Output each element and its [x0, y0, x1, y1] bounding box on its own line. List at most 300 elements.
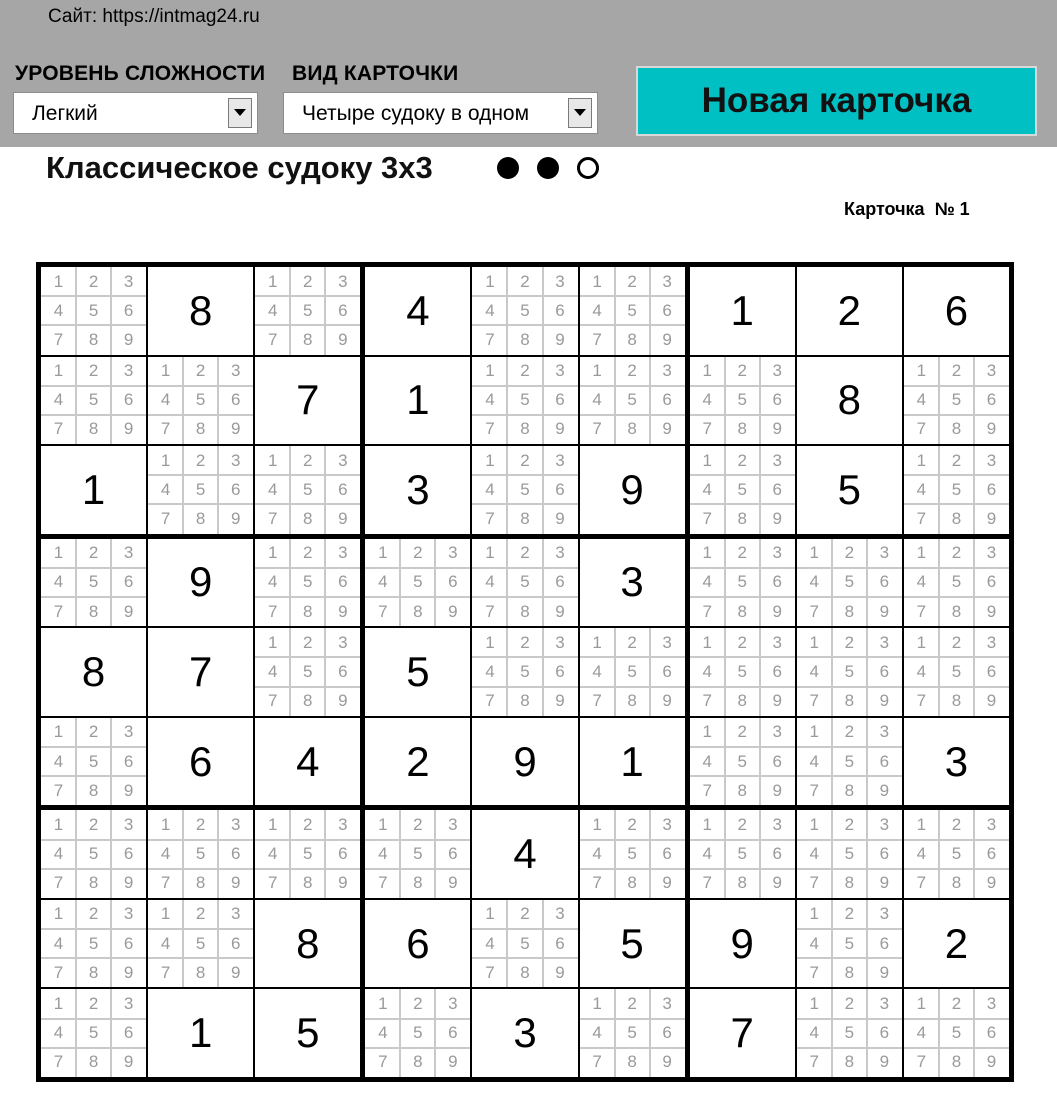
candidate-digit[interactable]: 8 [88, 962, 99, 982]
candidate-digit[interactable]: 3 [986, 361, 997, 381]
candidate-digit[interactable]: 6 [555, 390, 565, 410]
candidate-digit[interactable]: 1 [702, 632, 712, 652]
candidate-grid[interactable] [41, 810, 146, 898]
candidate-grid[interactable] [41, 718, 146, 806]
candidate-digit[interactable]: 8 [844, 601, 855, 621]
candidate-digit[interactable]: 3 [879, 904, 890, 924]
candidate-digit[interactable]: 5 [737, 844, 747, 864]
candidate-digit[interactable]: 8 [627, 1052, 637, 1072]
candidate-digit[interactable]: 7 [53, 962, 64, 982]
candidate-digit[interactable]: 5 [88, 844, 99, 864]
candidate-digit[interactable]: 4 [485, 300, 495, 320]
sudoku-cell[interactable] [255, 539, 360, 627]
candidate-digit[interactable]: 1 [268, 543, 278, 563]
candidate-digit[interactable]: 9 [555, 329, 565, 349]
candidate-grid[interactable] [797, 628, 902, 716]
difficulty-dropdown[interactable] [13, 92, 258, 134]
candidate-digit[interactable]: 7 [916, 419, 927, 439]
sudoku-cell[interactable] [580, 628, 685, 716]
candidate-digit[interactable]: 6 [772, 479, 782, 499]
candidate-digit[interactable]: 5 [951, 479, 962, 499]
candidate-grid[interactable] [797, 810, 902, 898]
candidate-digit[interactable]: 8 [627, 873, 637, 893]
candidate-digit[interactable]: 3 [555, 271, 565, 291]
candidate-digit[interactable]: 4 [53, 751, 64, 771]
candidate-digit[interactable]: 2 [951, 814, 962, 834]
candidate-digit[interactable]: 1 [268, 450, 278, 470]
candidate-digit[interactable]: 3 [448, 543, 458, 563]
candidate-digit[interactable]: 7 [53, 601, 64, 621]
candidate-digit[interactable]: 3 [123, 722, 134, 742]
candidate-digit[interactable]: 1 [809, 994, 820, 1014]
candidate-digit[interactable]: 8 [303, 601, 313, 621]
sudoku-cell[interactable] [904, 989, 1009, 1077]
sudoku-cell[interactable] [148, 810, 253, 898]
sudoku-cell[interactable] [797, 718, 902, 806]
sudoku-cell[interactable] [580, 267, 685, 355]
candidate-digit[interactable]: 2 [951, 450, 962, 470]
candidate-grid[interactable] [255, 539, 360, 627]
candidate-grid[interactable] [690, 539, 795, 627]
candidate-digit[interactable]: 2 [303, 450, 313, 470]
candidate-digit[interactable]: 8 [520, 509, 530, 529]
candidate-digit[interactable]: 7 [809, 780, 820, 800]
candidate-digit[interactable]: 7 [160, 962, 171, 982]
candidate-digit[interactable]: 1 [592, 632, 602, 652]
candidate-grid[interactable] [904, 539, 1009, 627]
candidate-digit[interactable]: 5 [844, 1023, 855, 1043]
candidate-digit[interactable]: 3 [662, 814, 672, 834]
candidate-digit[interactable]: 2 [737, 814, 747, 834]
candidate-digit[interactable]: 5 [951, 390, 962, 410]
candidate-digit[interactable]: 7 [702, 780, 712, 800]
candidate-digit[interactable]: 3 [662, 271, 672, 291]
candidate-digit[interactable]: 9 [879, 691, 890, 711]
candidate-digit[interactable]: 1 [485, 361, 495, 381]
candidate-digit[interactable]: 8 [303, 329, 313, 349]
candidate-digit[interactable]: 3 [986, 632, 997, 652]
candidate-digit[interactable]: 6 [555, 572, 565, 592]
candidate-digit[interactable]: 2 [88, 994, 99, 1014]
candidate-grid[interactable] [472, 267, 577, 355]
candidate-digit[interactable]: 8 [195, 509, 206, 529]
candidate-digit[interactable]: 4 [916, 479, 927, 499]
candidate-digit[interactable]: 9 [772, 873, 782, 893]
candidate-digit[interactable]: 2 [195, 361, 206, 381]
candidate-digit[interactable]: 2 [737, 632, 747, 652]
candidate-digit[interactable]: 6 [123, 751, 134, 771]
candidate-digit[interactable]: 8 [413, 873, 423, 893]
candidate-digit[interactable]: 5 [520, 300, 530, 320]
candidate-digit[interactable]: 8 [88, 780, 99, 800]
candidate-digit[interactable]: 5 [627, 390, 637, 410]
candidate-digit[interactable]: 4 [592, 300, 602, 320]
candidate-digit[interactable]: 7 [485, 329, 495, 349]
candidate-grid[interactable] [255, 628, 360, 716]
candidate-digit[interactable]: 7 [702, 691, 712, 711]
candidate-digit[interactable]: 1 [160, 814, 171, 834]
candidate-digit[interactable]: 2 [844, 632, 855, 652]
sudoku-cell[interactable] [41, 810, 146, 898]
candidate-digit[interactable]: 2 [413, 543, 423, 563]
candidate-digit[interactable]: 2 [627, 814, 637, 834]
sudoku-cell[interactable] [255, 446, 360, 534]
candidate-digit[interactable]: 7 [485, 962, 495, 982]
candidate-digit[interactable]: 2 [951, 632, 962, 652]
candidate-digit[interactable]: 3 [879, 722, 890, 742]
candidate-digit[interactable]: 3 [123, 271, 134, 291]
candidate-digit[interactable]: 3 [338, 450, 348, 470]
candidate-digit[interactable]: 2 [413, 994, 423, 1014]
candidate-digit[interactable]: 9 [448, 601, 458, 621]
candidate-digit[interactable]: 2 [737, 543, 747, 563]
candidate-digit[interactable]: 7 [702, 509, 712, 529]
candidate-digit[interactable]: 3 [555, 904, 565, 924]
candidate-digit[interactable]: 5 [844, 572, 855, 592]
candidate-digit[interactable]: 3 [123, 814, 134, 834]
candidate-digit[interactable]: 6 [555, 479, 565, 499]
candidate-digit[interactable]: 1 [268, 632, 278, 652]
candidate-digit[interactable]: 4 [702, 661, 712, 681]
candidate-grid[interactable] [690, 357, 795, 445]
candidate-digit[interactable]: 8 [195, 962, 206, 982]
candidate-digit[interactable]: 7 [916, 601, 927, 621]
candidate-digit[interactable]: 7 [592, 873, 602, 893]
candidate-digit[interactable]: 1 [916, 632, 927, 652]
candidate-digit[interactable]: 2 [951, 994, 962, 1014]
candidate-digit[interactable]: 8 [627, 419, 637, 439]
candidate-digit[interactable]: 1 [485, 450, 495, 470]
candidate-grid[interactable] [365, 539, 470, 627]
candidate-digit[interactable]: 5 [737, 661, 747, 681]
candidate-digit[interactable]: 8 [737, 601, 747, 621]
candidate-digit[interactable]: 6 [338, 300, 348, 320]
candidate-digit[interactable]: 7 [702, 873, 712, 893]
candidate-digit[interactable]: 2 [520, 450, 530, 470]
candidate-digit[interactable]: 5 [413, 1023, 423, 1043]
candidate-digit[interactable]: 3 [772, 543, 782, 563]
candidate-digit[interactable]: 4 [53, 390, 64, 410]
candidate-grid[interactable] [690, 718, 795, 806]
candidate-digit[interactable]: 4 [53, 1023, 64, 1043]
candidate-grid[interactable] [797, 989, 902, 1077]
candidate-digit[interactable]: 9 [555, 601, 565, 621]
candidate-digit[interactable]: 2 [951, 361, 962, 381]
candidate-grid[interactable] [41, 989, 146, 1077]
candidate-digit[interactable]: 5 [195, 844, 206, 864]
sudoku-cell[interactable] [255, 628, 360, 716]
candidate-digit[interactable]: 9 [123, 873, 134, 893]
candidate-digit[interactable]: 4 [160, 844, 171, 864]
candidate-digit[interactable]: 9 [879, 873, 890, 893]
candidate-digit[interactable]: 6 [772, 572, 782, 592]
candidate-digit[interactable]: 5 [88, 933, 99, 953]
candidate-digit[interactable]: 6 [448, 572, 458, 592]
candidate-digit[interactable]: 1 [592, 271, 602, 291]
candidate-digit[interactable]: 6 [338, 572, 348, 592]
candidate-digit[interactable]: 6 [662, 390, 672, 410]
candidate-grid[interactable] [148, 446, 253, 534]
candidate-digit[interactable]: 9 [662, 1052, 672, 1072]
candidate-grid[interactable] [797, 539, 902, 627]
candidate-digit[interactable]: 2 [627, 632, 637, 652]
candidate-digit[interactable]: 5 [195, 933, 206, 953]
candidate-digit[interactable]: 1 [378, 543, 388, 563]
candidate-digit[interactable]: 5 [520, 390, 530, 410]
candidate-digit[interactable]: 2 [195, 904, 206, 924]
candidate-digit[interactable]: 2 [413, 814, 423, 834]
candidate-digit[interactable]: 3 [662, 632, 672, 652]
candidate-digit[interactable]: 8 [951, 1052, 962, 1072]
candidate-digit[interactable]: 5 [413, 844, 423, 864]
candidate-digit[interactable]: 7 [485, 691, 495, 711]
candidate-digit[interactable]: 7 [916, 1052, 927, 1072]
candidate-digit[interactable]: 3 [338, 814, 348, 834]
candidate-grid[interactable] [472, 357, 577, 445]
candidate-digit[interactable]: 3 [230, 450, 241, 470]
candidate-digit[interactable]: 2 [88, 722, 99, 742]
candidate-digit[interactable]: 2 [844, 814, 855, 834]
dropdown-arrow-icon[interactable] [228, 98, 252, 128]
candidate-digit[interactable]: 4 [592, 844, 602, 864]
candidate-digit[interactable]: 6 [448, 1023, 458, 1043]
candidate-digit[interactable]: 3 [123, 361, 134, 381]
card-type-dropdown[interactable] [283, 92, 598, 134]
candidate-digit[interactable]: 4 [916, 844, 927, 864]
candidate-digit[interactable]: 6 [879, 661, 890, 681]
candidate-digit[interactable]: 7 [809, 601, 820, 621]
candidate-digit[interactable]: 3 [338, 271, 348, 291]
candidate-digit[interactable]: 5 [844, 751, 855, 771]
candidate-grid[interactable] [472, 446, 577, 534]
candidate-digit[interactable]: 9 [879, 1052, 890, 1072]
candidate-digit[interactable]: 4 [702, 390, 712, 410]
candidate-digit[interactable]: 7 [53, 780, 64, 800]
candidate-digit[interactable]: 4 [268, 572, 278, 592]
sudoku-cell[interactable] [797, 539, 902, 627]
candidate-digit[interactable]: 9 [123, 419, 134, 439]
candidate-grid[interactable] [580, 810, 685, 898]
candidate-digit[interactable]: 4 [809, 572, 820, 592]
candidate-digit[interactable]: 8 [303, 509, 313, 529]
candidate-digit[interactable]: 8 [844, 691, 855, 711]
candidate-digit[interactable]: 1 [702, 722, 712, 742]
candidate-digit[interactable]: 6 [555, 300, 565, 320]
candidate-digit[interactable]: 1 [916, 814, 927, 834]
candidate-digit[interactable]: 9 [986, 419, 997, 439]
candidate-digit[interactable]: 9 [230, 873, 241, 893]
candidate-digit[interactable]: 5 [520, 661, 530, 681]
candidate-digit[interactable]: 5 [737, 390, 747, 410]
candidate-digit[interactable]: 4 [160, 479, 171, 499]
candidate-digit[interactable]: 8 [413, 1052, 423, 1072]
candidate-digit[interactable]: 1 [809, 722, 820, 742]
candidate-digit[interactable]: 9 [772, 780, 782, 800]
candidate-digit[interactable]: 4 [592, 1023, 602, 1043]
candidate-digit[interactable]: 9 [986, 873, 997, 893]
candidate-digit[interactable]: 7 [592, 691, 602, 711]
candidate-grid[interactable] [41, 357, 146, 445]
candidate-digit[interactable]: 6 [123, 844, 134, 864]
candidate-grid[interactable] [41, 539, 146, 627]
candidate-digit[interactable]: 9 [555, 962, 565, 982]
candidate-digit[interactable]: 9 [123, 601, 134, 621]
candidate-digit[interactable]: 8 [737, 419, 747, 439]
candidate-digit[interactable]: 6 [879, 1023, 890, 1043]
candidate-digit[interactable]: 2 [303, 543, 313, 563]
candidate-digit[interactable]: 4 [702, 572, 712, 592]
candidate-digit[interactable]: 8 [737, 780, 747, 800]
candidate-digit[interactable]: 9 [123, 780, 134, 800]
candidate-digit[interactable]: 9 [986, 691, 997, 711]
candidate-digit[interactable]: 6 [879, 751, 890, 771]
candidate-grid[interactable] [365, 810, 470, 898]
candidate-digit[interactable]: 9 [448, 873, 458, 893]
candidate-digit[interactable]: 1 [592, 994, 602, 1014]
candidate-grid[interactable] [904, 446, 1009, 534]
candidate-digit[interactable]: 8 [520, 601, 530, 621]
candidate-digit[interactable]: 6 [772, 844, 782, 864]
candidate-digit[interactable]: 8 [195, 419, 206, 439]
sudoku-cell[interactable] [365, 989, 470, 1077]
candidate-digit[interactable]: 1 [592, 361, 602, 381]
candidate-grid[interactable] [472, 628, 577, 716]
candidate-digit[interactable]: 1 [485, 543, 495, 563]
sudoku-cell[interactable] [255, 267, 360, 355]
sudoku-cell[interactable] [41, 718, 146, 806]
candidate-digit[interactable]: 6 [555, 933, 565, 953]
candidate-digit[interactable]: 5 [520, 572, 530, 592]
candidate-digit[interactable]: 8 [88, 873, 99, 893]
candidate-digit[interactable]: 3 [338, 543, 348, 563]
candidate-digit[interactable]: 5 [951, 1023, 962, 1043]
candidate-digit[interactable]: 7 [268, 873, 278, 893]
candidate-digit[interactable]: 6 [879, 933, 890, 953]
candidate-digit[interactable]: 8 [627, 329, 637, 349]
candidate-grid[interactable] [690, 628, 795, 716]
candidate-digit[interactable]: 4 [485, 390, 495, 410]
candidate-digit[interactable]: 8 [844, 1052, 855, 1072]
sudoku-cell[interactable] [365, 539, 470, 627]
candidate-grid[interactable] [41, 900, 146, 988]
candidate-digit[interactable]: 3 [555, 361, 565, 381]
candidate-digit[interactable]: 4 [592, 661, 602, 681]
sudoku-cell[interactable] [365, 810, 470, 898]
candidate-digit[interactable]: 1 [702, 543, 712, 563]
candidate-digit[interactable]: 8 [195, 873, 206, 893]
candidate-digit[interactable]: 5 [303, 661, 313, 681]
candidate-digit[interactable]: 6 [662, 300, 672, 320]
candidate-digit[interactable]: 3 [555, 450, 565, 470]
candidate-digit[interactable]: 7 [809, 1052, 820, 1072]
candidate-digit[interactable]: 3 [879, 814, 890, 834]
candidate-digit[interactable]: 9 [230, 419, 241, 439]
candidate-digit[interactable]: 7 [378, 1052, 388, 1072]
sudoku-cell[interactable] [41, 539, 146, 627]
sudoku-cell[interactable] [797, 810, 902, 898]
sudoku-cell[interactable] [41, 267, 146, 355]
candidate-digit[interactable]: 8 [844, 780, 855, 800]
candidate-digit[interactable]: 6 [986, 1023, 997, 1043]
candidate-digit[interactable]: 4 [485, 933, 495, 953]
candidate-digit[interactable]: 7 [592, 329, 602, 349]
candidate-digit[interactable]: 2 [844, 722, 855, 742]
candidate-digit[interactable]: 5 [951, 844, 962, 864]
candidate-digit[interactable]: 5 [844, 844, 855, 864]
candidate-grid[interactable] [255, 267, 360, 355]
sudoku-cell[interactable] [472, 267, 577, 355]
candidate-digit[interactable]: 6 [338, 479, 348, 499]
sudoku-cell[interactable] [690, 446, 795, 534]
candidate-digit[interactable]: 4 [378, 844, 388, 864]
sudoku-cell[interactable] [690, 718, 795, 806]
candidate-digit[interactable]: 9 [555, 419, 565, 439]
candidate-grid[interactable] [690, 810, 795, 898]
candidate-digit[interactable]: 5 [627, 1023, 637, 1043]
sudoku-cell[interactable] [904, 539, 1009, 627]
candidate-digit[interactable]: 2 [951, 543, 962, 563]
candidate-digit[interactable]: 1 [485, 904, 495, 924]
candidate-digit[interactable]: 1 [809, 814, 820, 834]
candidate-digit[interactable]: 9 [879, 780, 890, 800]
candidate-digit[interactable]: 9 [662, 691, 672, 711]
candidate-digit[interactable]: 6 [230, 933, 241, 953]
candidate-digit[interactable]: 7 [809, 691, 820, 711]
candidate-digit[interactable]: 8 [88, 1052, 99, 1072]
candidate-digit[interactable]: 2 [195, 814, 206, 834]
candidate-digit[interactable]: 5 [88, 572, 99, 592]
candidate-digit[interactable]: 5 [303, 844, 313, 864]
candidate-digit[interactable]: 7 [268, 509, 278, 529]
candidate-digit[interactable]: 9 [879, 962, 890, 982]
candidate-digit[interactable]: 4 [916, 572, 927, 592]
candidate-grid[interactable] [255, 810, 360, 898]
candidate-digit[interactable]: 9 [772, 509, 782, 529]
candidate-digit[interactable]: 1 [916, 450, 927, 470]
candidate-digit[interactable]: 7 [53, 1052, 64, 1072]
sudoku-cell[interactable] [41, 900, 146, 988]
candidate-digit[interactable]: 4 [160, 933, 171, 953]
candidate-grid[interactable] [904, 989, 1009, 1077]
candidate-digit[interactable]: 1 [809, 904, 820, 924]
candidate-digit[interactable]: 4 [53, 300, 64, 320]
candidate-digit[interactable]: 1 [809, 632, 820, 652]
sudoku-cell[interactable] [472, 357, 577, 445]
candidate-digit[interactable]: 3 [986, 450, 997, 470]
candidate-digit[interactable]: 8 [520, 419, 530, 439]
dropdown-arrow-icon[interactable] [568, 98, 592, 128]
candidate-digit[interactable]: 2 [303, 814, 313, 834]
candidate-digit[interactable]: 6 [986, 661, 997, 681]
candidate-digit[interactable]: 5 [844, 661, 855, 681]
candidate-digit[interactable]: 3 [772, 450, 782, 470]
candidate-digit[interactable]: 5 [88, 1023, 99, 1043]
candidate-digit[interactable]: 7 [485, 419, 495, 439]
candidate-digit[interactable]: 8 [520, 329, 530, 349]
candidate-digit[interactable]: 1 [485, 632, 495, 652]
candidate-digit[interactable]: 6 [448, 844, 458, 864]
candidate-digit[interactable]: 5 [88, 390, 99, 410]
candidate-digit[interactable]: 2 [737, 361, 747, 381]
candidate-digit[interactable]: 6 [123, 390, 134, 410]
candidate-digit[interactable]: 6 [986, 390, 997, 410]
candidate-grid[interactable] [904, 628, 1009, 716]
candidate-digit[interactable]: 3 [230, 814, 241, 834]
candidate-digit[interactable]: 2 [88, 814, 99, 834]
candidate-grid[interactable] [904, 810, 1009, 898]
candidate-digit[interactable]: 7 [160, 419, 171, 439]
candidate-digit[interactable]: 9 [555, 691, 565, 711]
